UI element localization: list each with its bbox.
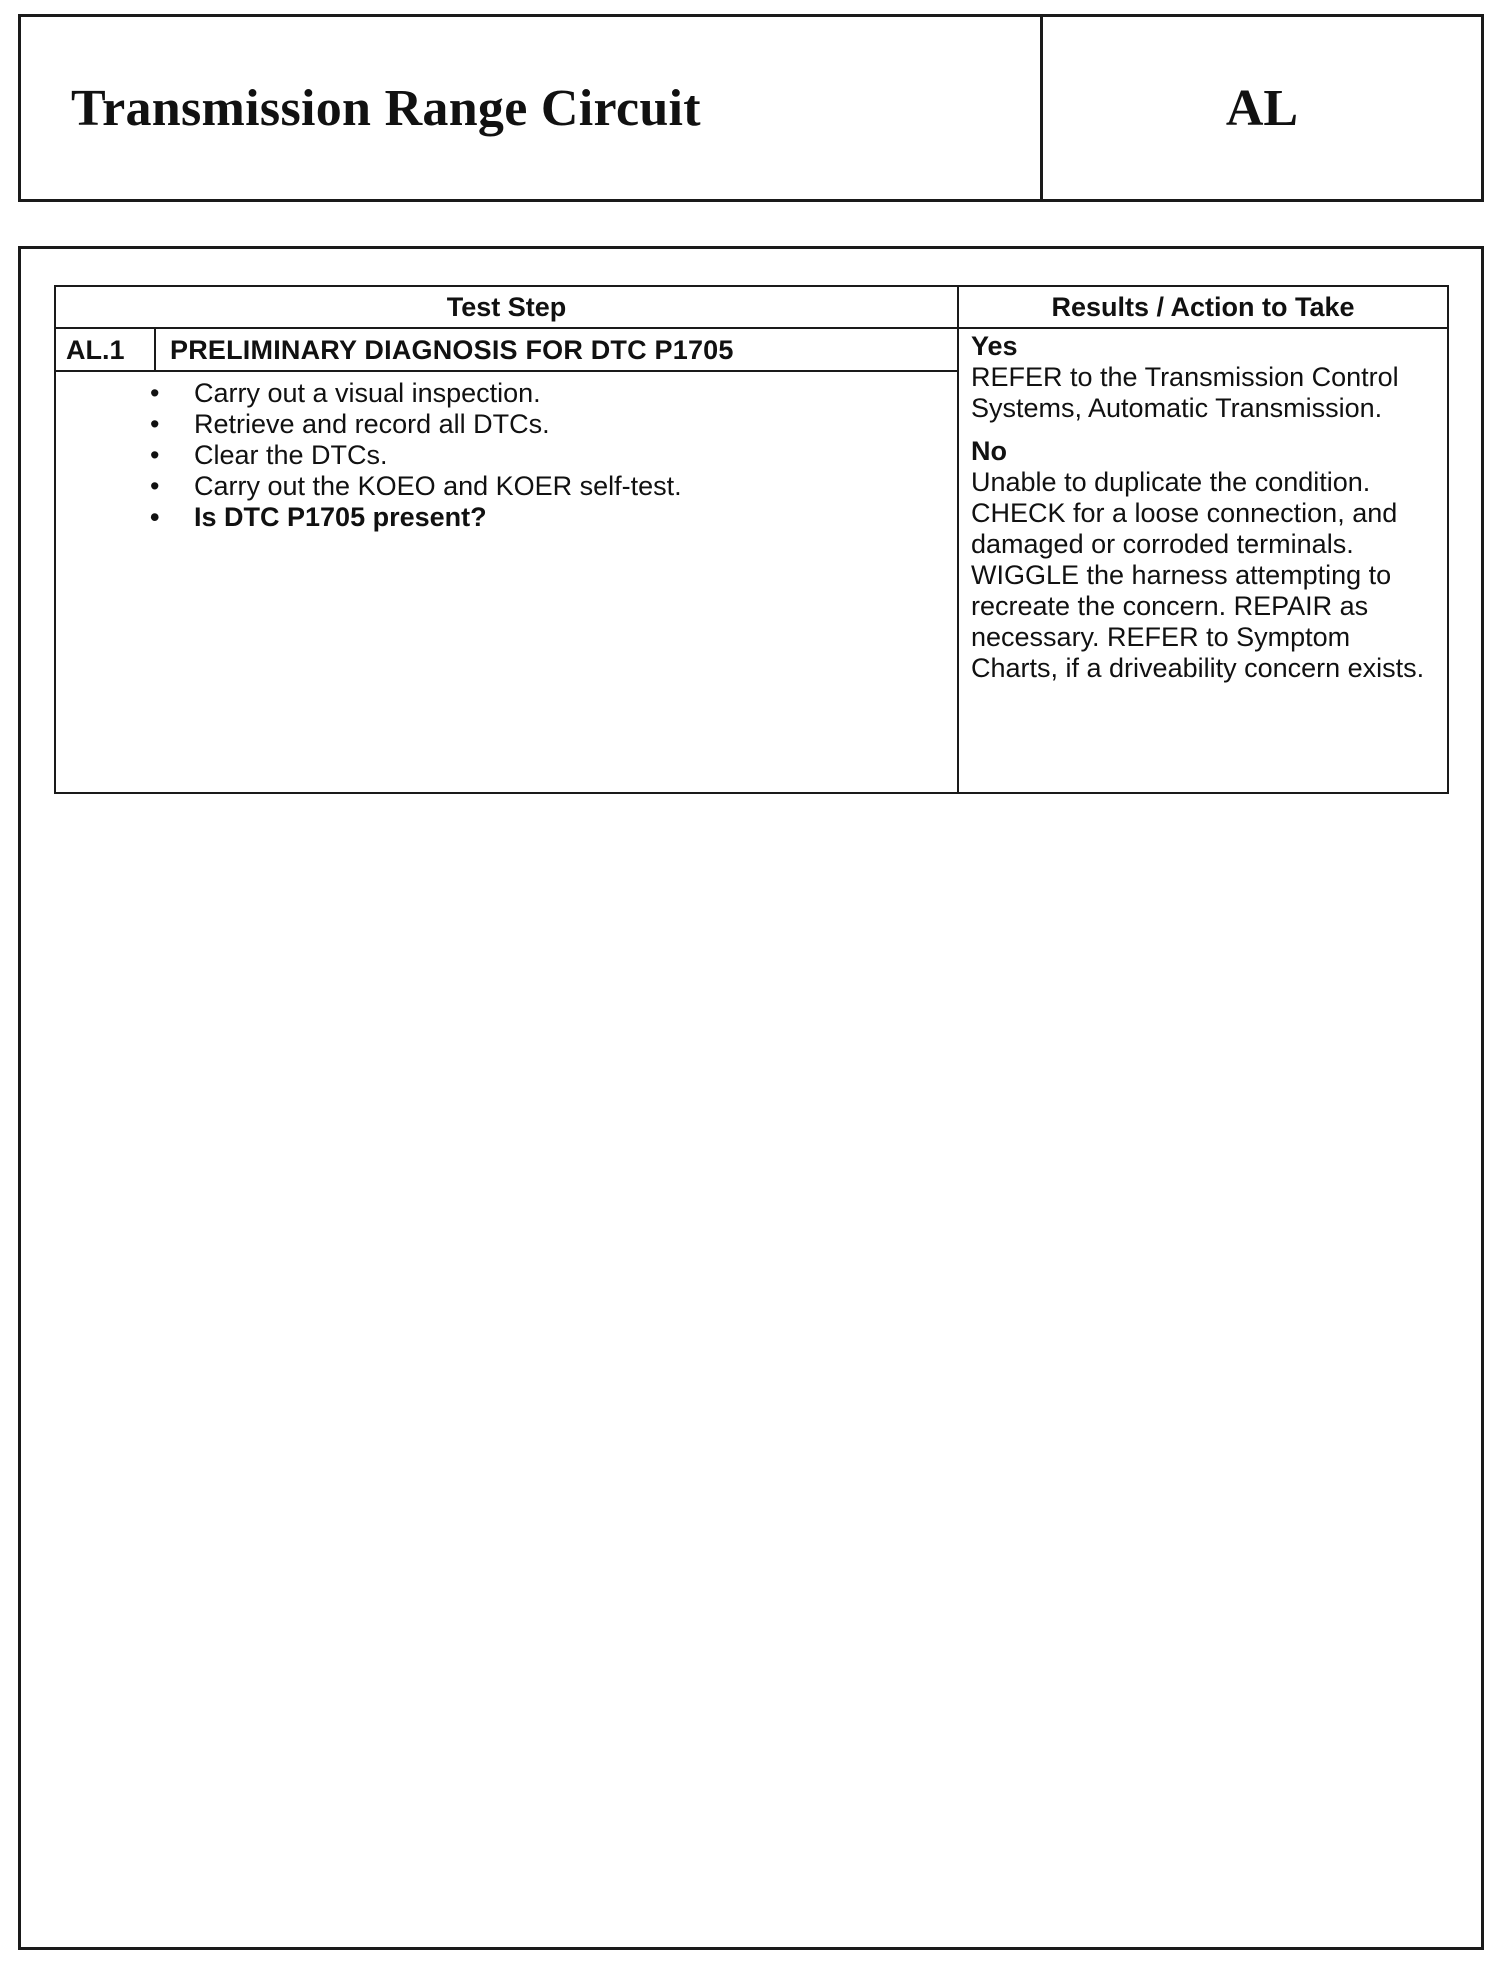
action-text: Retrieve and record all DTCs. xyxy=(194,409,550,439)
list-item xyxy=(150,471,957,502)
result-yes-text: REFER to the Transmission Control Systems, Automatic Transmission. xyxy=(971,362,1399,423)
results-cell xyxy=(958,328,1448,793)
action-text: Carry out a visual inspection. xyxy=(194,378,541,408)
list-item xyxy=(150,378,957,409)
list-item-question xyxy=(150,502,957,533)
bullet-icon: • xyxy=(150,409,160,439)
question-text: Is DTC P1705 present? xyxy=(194,502,487,532)
page-title: Transmission Range Circuit xyxy=(71,79,701,137)
page-header xyxy=(18,14,1484,202)
result-no-label: No xyxy=(971,436,1007,466)
step-title-row xyxy=(55,328,1448,371)
list-item xyxy=(150,440,957,471)
bullet-icon: • xyxy=(150,502,160,532)
result-no-text: Unable to duplicate the condition. CHECK for a loose connection, and damaged or corroded terminals. WIGGLE the harness attempting to recreate the concern. REPAIR as necessary. REFER to Symptom Charts, if a driveability concern exists. xyxy=(971,467,1425,683)
action-list xyxy=(56,378,957,533)
step-actions-cell xyxy=(55,371,958,793)
column-header-results: Results / Action to Take xyxy=(958,286,1448,328)
list-item xyxy=(150,409,957,440)
action-text: Carry out the KOEO and KOER self-test. xyxy=(194,471,682,501)
table-header-row xyxy=(55,286,1448,328)
column-header-test-step: Test Step xyxy=(55,286,958,328)
step-title: PRELIMINARY DIAGNOSIS FOR DTC P1705 xyxy=(155,328,958,371)
diagnostic-table xyxy=(54,285,1449,794)
bullet-icon: • xyxy=(150,471,160,501)
bullet-icon: • xyxy=(150,440,160,470)
result-yes-label: Yes xyxy=(971,331,1018,361)
content-frame xyxy=(18,246,1484,1950)
step-id: AL.1 xyxy=(55,328,155,371)
section-code: AL xyxy=(1225,79,1299,137)
bullet-icon: • xyxy=(150,378,160,408)
action-text: Clear the DTCs. xyxy=(194,440,388,470)
